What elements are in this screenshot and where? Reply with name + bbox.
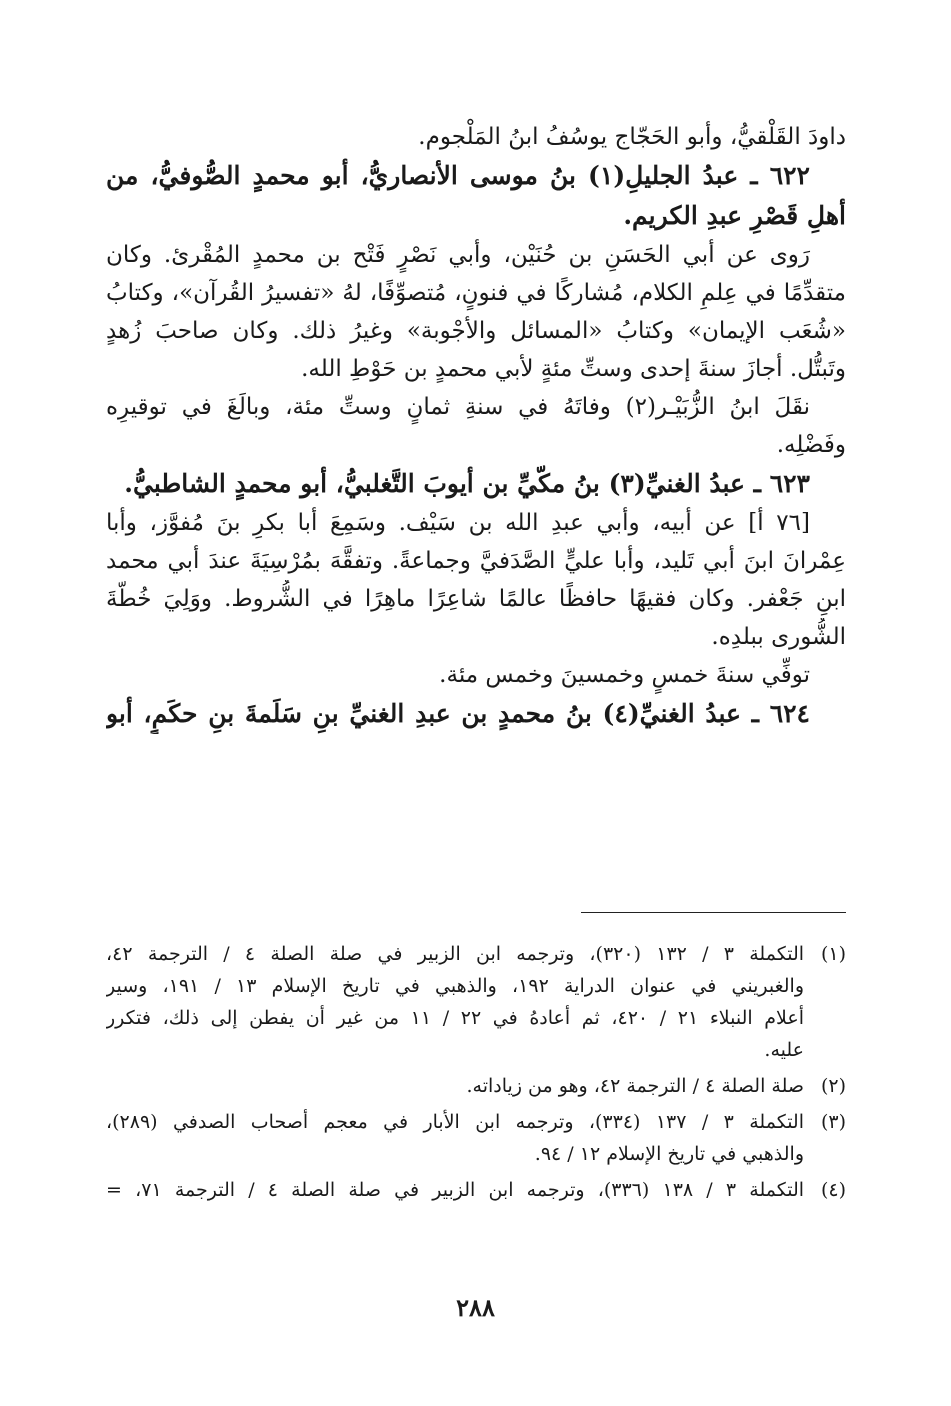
footnote-line: والذهبي في تاريخ الإسلام ١٢ / ٩٤. [534,1143,804,1165]
body-text-line: داودَ القَلْقيُّ، وأبو الحَجّاج يوسُفُ ابنُ المَلْجوم. [418,124,846,150]
footnotes [106,938,846,1210]
footnote-line: عليه. [764,1039,804,1061]
footnote [106,1106,846,1170]
footnote-line: التكملة ٣ / ١٣٢ (٣٢٠)، وترجمه ابن الزبير في صلة الصلة ٤ / الترجمة ٤٢، [106,943,804,965]
footnote-line: صلة الصلة ٤ / الترجمة ٤٢، وهو من زياداته. [466,1075,804,1097]
body-text-line: رَوى عن أبي الحَسَنِ بن حُنَيْن، وأبي نَصْرٍ فَتْح بن محمدٍ المُقْرئ. وكان [106,242,810,268]
footnote-number: (٣) [820,1111,846,1133]
footnote [106,938,846,1066]
entry-heading-line: ٦٢٢ ـ عبدُ الجليلِ(١) بنُ موسى الأنصاريُّ، أبو محمدٍ الصُّوفيُّ، من [106,161,810,190]
body-text-line: [٧٦ أ] عن أبيه، وأبي عبدِ الله بن سَيْف. وسَمِعَ أبا بكرِ بنَ مُفوَّز، وأبا [106,510,810,536]
footnote [106,1174,846,1206]
footnote-body [106,1106,804,1170]
main-text [106,118,846,734]
footnote-body [106,1174,804,1206]
page-number: ٢٨٨ [456,1293,495,1322]
body-text-line: وتَبتُّل. أجازَ سنةَ إحدى وستِّ مئةٍ لأبي محمدٍ بن حَوْطِ الله. [301,356,846,382]
footnote-number: (٢) [820,1075,846,1097]
footnote-body [106,1070,804,1102]
body-text-line: توفِّي سنةَ خمسٍ وخمسينَ وخمس مئة. [439,662,810,688]
body-text-line: متقدِّمًا في عِلمِ الكلام، مُشاركًا في فنونٍ، مُتصوِّفًا، لهُ «تفسيرُ القُرآن»، وكتابُ [106,280,846,306]
body-text-line: الشُّورى ببلدِه. [711,624,846,650]
footnote-line: والغبريني في عنوان الدراية ١٩٢، والذهبي في تاريخ الإسلام ١٣ / ١٩١، وسير [106,975,804,997]
footnote [106,1070,846,1102]
entry-heading-line: ٦٢٣ ـ عبدُ الغنيِّ(٣) بنُ مكّيِّ بن أيوبَ التَّغلبيُّ، أبو محمدٍ الشاطبيُّ. [124,469,810,498]
footnote-line: التكملة ٣ / ١٣٧ (٣٣٤)، وترجمه ابن الأبار في معجم أصحاب الصدفي (٢٨٩)، [106,1111,804,1133]
footnote-number: (٤) [820,1179,846,1201]
entry-heading-line: ٦٢٤ ـ عبدُ الغنيِّ(٤) بنُ محمدٍ بن عبدِ الغنيِّ بنِ سَلَمةَ بنِ حكَمٍ، أبو [106,699,810,728]
footnote-body [106,938,804,1066]
body-text-line: نقَلَ ابنُ الزُّبَيْـر(٢) وفاتَهُ في سنةِ ثمانٍ وستِّ مئة، وبالَغَ في توقيرِه [106,394,810,420]
entry-heading-line: أهلِ قَصْرِ عبدِ الكريم. [623,201,846,230]
footnote-separator [581,912,846,913]
footnote-line: أعلام النبلاء ٢١ / ٤٢٠، ثم أعادهُ في ٢٢ / ١١ من غير أن يفطن إلى ذلك، فتكرر [106,1007,804,1029]
body-text-line: ابنِ جَعْفر. وكان فقيهًا حافظًا عالمًا شاعِرًا ماهِرًا في الشُّروط. ووَلِيَ خُطّةَ [106,586,846,612]
body-text-line: «شُعَب الإيمان» وكتابُ «المسائل والأجْوبة» وغيرُ ذلك. وكان صاحبَ زُهدٍ [106,318,846,344]
body-text-line: وفَضْلِه. [776,432,846,458]
body-text-line: عِمْرانَ ابنَ أبي تَليد، وأبا عليٍّ الصَّدَفيَّ وجماعةً. وتفقَّهَ بمُرْسِيَةَ عندَ أبي محمد [106,548,846,574]
footnote-line: التكملة ٣ / ١٣٨ (٣٣٦)، وترجمه ابن الزبير في صلة الصلة ٤ / الترجمة ٧١، = [106,1179,804,1201]
footnote-number: (١) [820,943,846,965]
